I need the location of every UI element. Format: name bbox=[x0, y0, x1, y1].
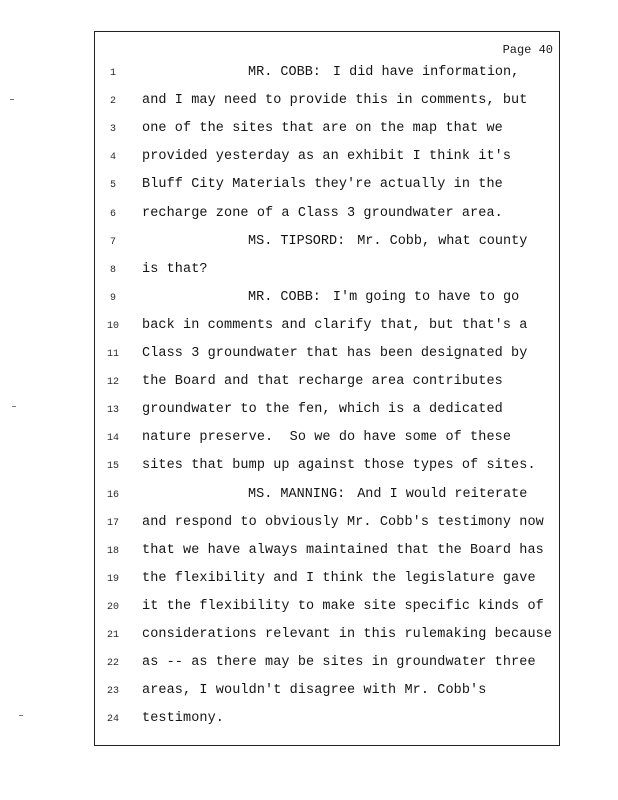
line-number: 20 bbox=[106, 602, 119, 613]
line-number: 10 bbox=[106, 321, 119, 332]
transcript-line-text: Bluff City Materials they're actually in the bbox=[142, 177, 503, 192]
transcript-line-text: areas, I wouldn't disagree with Mr. Cobb's bbox=[142, 683, 487, 698]
transcript-line-text: provided yesterday as an exhibit I think it's bbox=[142, 149, 512, 164]
transcript-line-text: I'm going to have to go bbox=[332, 290, 520, 305]
transcript-line-text: nature preserve. So we do have some of these bbox=[142, 430, 512, 445]
transcript-line-text: back in comments and clarify that, but that's a bbox=[142, 318, 528, 333]
transcript-line-text: Mr. Cobb, what county bbox=[357, 234, 528, 249]
transcript-line-text: testimony. bbox=[142, 711, 225, 726]
transcript-line-text: is that? bbox=[142, 262, 208, 277]
page-number: Page 40 bbox=[502, 43, 553, 57]
transcript-line-text: I did have information, bbox=[332, 65, 520, 80]
line-number: 21 bbox=[106, 630, 119, 641]
transcript-line-text: And I would reiterate bbox=[357, 487, 528, 502]
transcript-line-text: and respond to obviously Mr. Cobb's testimony now bbox=[142, 515, 544, 530]
line-number: 11 bbox=[106, 349, 119, 360]
transcript-line-text: considerations relevant in this rulemaking because bbox=[142, 627, 553, 642]
transcript-line-text: groundwater to the fen, which is a dedicated bbox=[142, 402, 503, 417]
line-number: 13 bbox=[106, 405, 119, 416]
line-number: 4 bbox=[109, 152, 116, 163]
transcript-line-text: the flexibility and I think the legislature gave bbox=[142, 571, 536, 586]
line-number: 7 bbox=[109, 237, 116, 248]
margin-mark bbox=[12, 406, 16, 407]
line-number: 15 bbox=[106, 461, 119, 472]
margin-mark bbox=[10, 99, 14, 100]
line-number: 1 bbox=[109, 68, 116, 79]
line-number: 9 bbox=[109, 293, 116, 304]
line-number: 16 bbox=[106, 490, 119, 501]
margin-mark bbox=[19, 715, 23, 716]
speaker-label: MS. TIPSORD: bbox=[248, 234, 346, 249]
line-number: 18 bbox=[106, 546, 119, 557]
transcript-line-text: recharge zone of a Class 3 groundwater area. bbox=[142, 206, 503, 221]
transcript-line-text: Class 3 groundwater that has been designated by bbox=[142, 346, 528, 361]
transcript-line-text: the Board and that recharge area contributes bbox=[142, 374, 503, 389]
transcript-line-text: as -- as there may be sites in groundwater three bbox=[142, 655, 536, 670]
line-number: 23 bbox=[106, 686, 119, 697]
line-number: 12 bbox=[106, 377, 119, 388]
line-number: 5 bbox=[109, 180, 116, 191]
line-number: 19 bbox=[106, 574, 119, 585]
line-number: 24 bbox=[106, 714, 119, 725]
transcript-line-text: it the flexibility to make site specific kinds of bbox=[142, 599, 544, 614]
line-number: 14 bbox=[106, 433, 119, 444]
line-number: 22 bbox=[106, 658, 119, 669]
transcript-line-text: that we have always maintained that the Board has bbox=[142, 543, 544, 558]
speaker-label: MR. COBB: bbox=[248, 65, 321, 80]
line-number: 17 bbox=[106, 518, 119, 529]
transcript-line-text: sites that bump up against those types of sites. bbox=[142, 458, 536, 473]
line-number: 8 bbox=[109, 265, 116, 276]
line-number: 2 bbox=[109, 96, 116, 107]
line-number: 6 bbox=[109, 209, 116, 220]
speaker-label: MR. COBB: bbox=[248, 290, 321, 305]
transcript-line-text: and I may need to provide this in comments, but bbox=[142, 93, 528, 108]
line-number: 3 bbox=[109, 124, 116, 135]
transcript-line-text: one of the sites that are on the map that we bbox=[142, 121, 503, 136]
speaker-label: MS. MANNING: bbox=[248, 487, 346, 502]
